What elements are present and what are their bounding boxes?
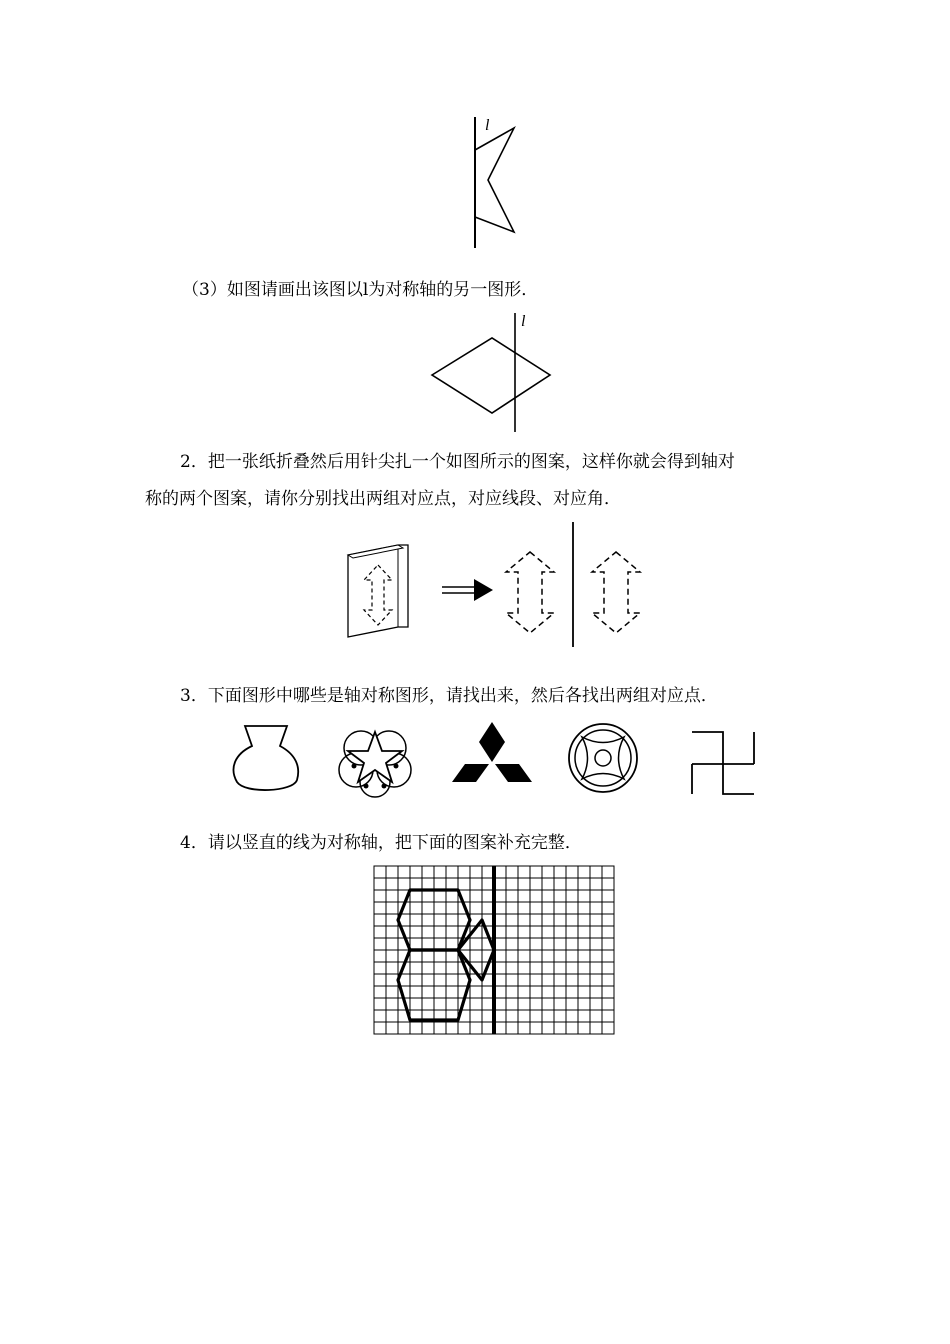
dashed-double-arrow-right — [592, 552, 640, 633]
question-2-line-1: 2．把一张纸折叠然后用针尖扎一个如图所示的图案，这样你就会得到轴对 — [180, 452, 735, 472]
half-shape-outline — [475, 128, 514, 232]
figure-axis-half-shape — [460, 112, 530, 252]
question-2-line-2: 称的两个图案，请你分别找出两组对应点，对应线段、对应角． — [145, 489, 621, 509]
question-3: 3．下面图形中哪些是轴对称图形，请找出来，然后各找出两组对应点． — [180, 686, 718, 706]
axis-label: l — [485, 117, 490, 134]
coin-circle-shape — [569, 724, 637, 792]
three-diamond-shape — [452, 722, 532, 782]
figure-rhombus-with-axis — [425, 310, 560, 435]
star-flower-shape — [339, 731, 411, 797]
figure-grid-hexagons — [368, 860, 620, 1040]
axis-label: l — [521, 313, 526, 330]
vase-shape — [233, 726, 298, 790]
hook-cross-shape — [692, 732, 754, 794]
question-4: 4．请以竖直的线为对称轴，把下面的图案补充完整． — [180, 833, 582, 853]
figure-folded-paper-pattern — [340, 515, 650, 650]
dashed-double-arrow-left — [506, 552, 554, 633]
rhombus-outline — [432, 338, 550, 413]
figure-shape-row — [225, 718, 765, 800]
right-arrow-icon — [442, 579, 493, 601]
question-1-part-3: （3）如图请画出该图以l为对称轴的另一图形． — [182, 280, 539, 300]
folded-paper — [348, 545, 408, 637]
